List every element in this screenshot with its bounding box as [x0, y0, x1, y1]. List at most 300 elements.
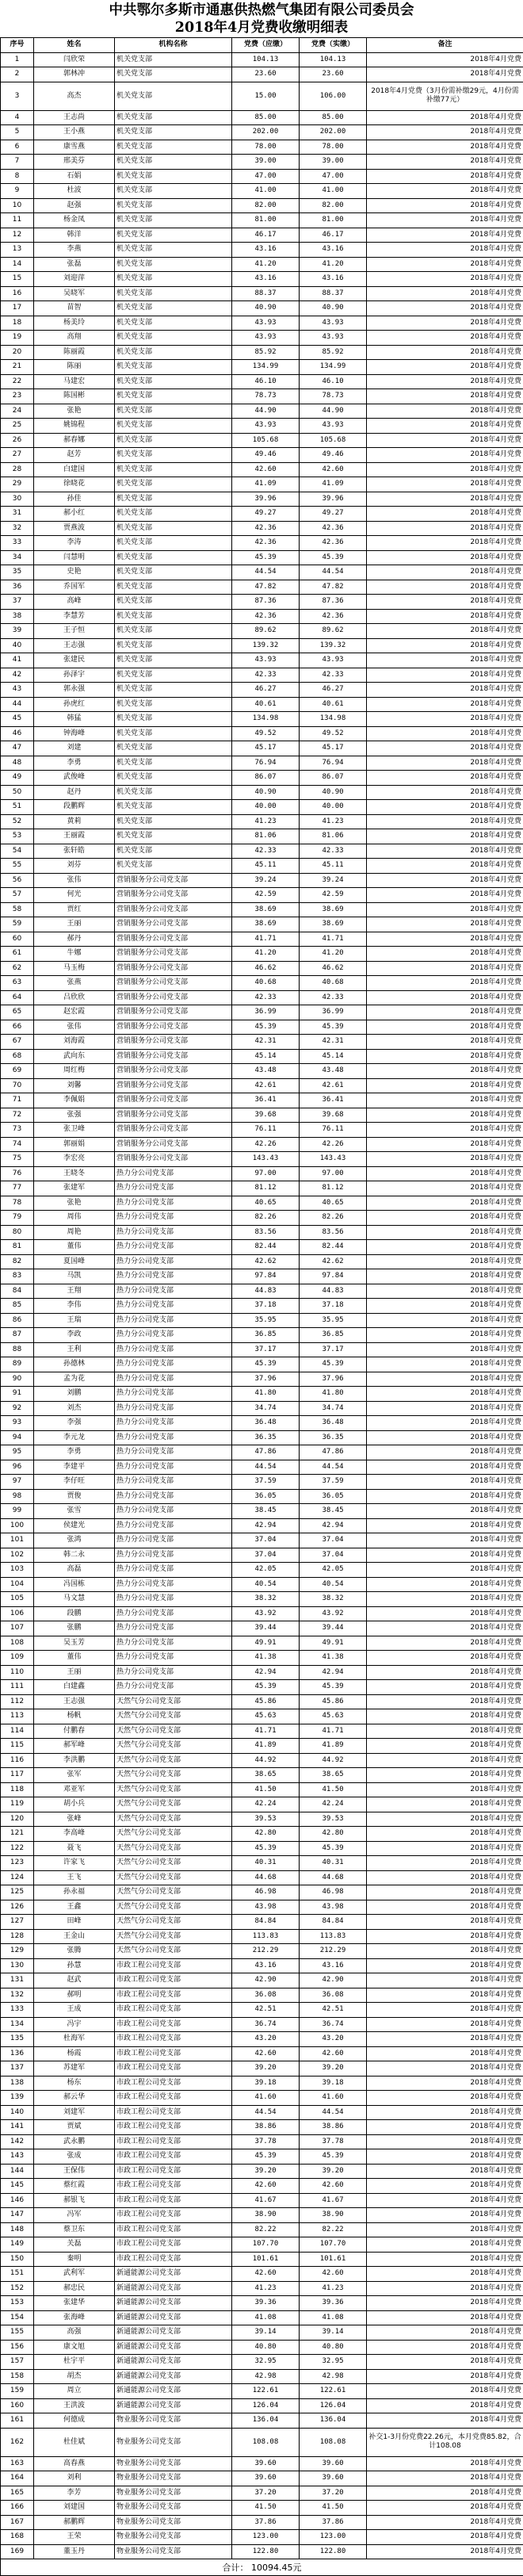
name-cell: 张轩皓	[34, 844, 115, 859]
paid-cell: 41.80	[300, 1387, 367, 1402]
remark-cell: 2018年4月党费	[367, 1915, 523, 1930]
remark-cell: 2018年4月党费	[367, 1049, 523, 1064]
due-cell: 82.44	[232, 1240, 300, 1255]
seq-cell: 44	[1, 697, 34, 712]
remark-cell: 2018年4月党费	[367, 257, 523, 272]
name-cell: 邢美芬	[34, 155, 115, 170]
name-cell: 胡小兵	[34, 1797, 115, 1812]
remark-cell: 2018年4月党费	[367, 1254, 523, 1269]
due-cell: 43.16	[232, 272, 300, 287]
due-cell: 37.96	[232, 1372, 300, 1387]
due-cell: 41.00	[232, 184, 300, 199]
seq-cell: 24	[1, 404, 34, 419]
org-cell: 机关党支部	[115, 829, 232, 844]
seq-cell: 71	[1, 1093, 34, 1108]
org-cell: 天然气分公司党支部	[115, 1724, 232, 1739]
table-row	[1, 829, 523, 844]
table-row	[1, 1973, 523, 1988]
table-row	[1, 1606, 523, 1621]
table-row	[1, 1211, 523, 1226]
seq-cell: 7	[1, 155, 34, 170]
remark-cell: 2018年4月党费	[367, 595, 523, 610]
table-row	[1, 2046, 523, 2061]
seq-cell: 168	[1, 2530, 34, 2545]
name-cell: 张强	[34, 1108, 115, 1123]
name-cell: 周艳	[34, 1225, 115, 1240]
name-cell: 田峰	[34, 1915, 115, 1930]
due-cell: 37.04	[232, 1533, 300, 1548]
seq-cell: 21	[1, 360, 34, 375]
table-row	[1, 419, 523, 434]
seq-cell: 142	[1, 2134, 34, 2149]
paid-cell: 40.90	[300, 785, 367, 800]
remark-cell: 2018年4月党费	[367, 1196, 523, 1211]
name-cell: 白建鑫	[34, 1680, 115, 1695]
name-cell: 武永鹏	[34, 2134, 115, 2149]
remark-cell: 2018年4月党费	[367, 2398, 523, 2413]
name-cell: 贾俊	[34, 1489, 115, 1504]
paid-cell: 39.60	[300, 2456, 367, 2471]
org-cell: 营销服务分公司党支部	[115, 1078, 232, 1093]
remark-cell: 2018年4月党费	[367, 360, 523, 375]
org-cell: 机关党支部	[115, 697, 232, 712]
paid-cell: 44.68	[300, 1870, 367, 1885]
due-cell: 41.80	[232, 1387, 300, 1402]
remark-cell: 2018年4月党费	[367, 1504, 523, 1519]
remark-cell: 2018年4月党费	[367, 1166, 523, 1181]
table-row	[1, 2281, 523, 2296]
name-cell: 杨霞	[34, 2046, 115, 2061]
name-cell: 杨东	[34, 2076, 115, 2091]
table-row	[1, 1636, 523, 1651]
table-row	[1, 2149, 523, 2165]
org-cell: 机关党支部	[115, 169, 232, 184]
name-cell: 许家飞	[34, 1856, 115, 1871]
seq-cell: 169	[1, 2544, 34, 2559]
seq-cell: 74	[1, 1137, 34, 1152]
name-cell: 闫欣荣	[34, 52, 115, 67]
paid-cell: 85.92	[300, 345, 367, 360]
remark-cell: 2018年4月党费	[367, 683, 523, 698]
name-cell: 张成	[34, 2149, 115, 2165]
name-cell: 郝小红	[34, 507, 115, 522]
org-cell: 物业服务公司党支部	[115, 2544, 232, 2559]
org-cell: 机关党支部	[115, 462, 232, 477]
due-cell: 23.60	[232, 67, 300, 82]
remark-cell: 2018年4月党费	[367, 2120, 523, 2135]
name-cell: 王金山	[34, 1929, 115, 1944]
paid-cell: 45.63	[300, 1709, 367, 1724]
name-cell: 李政	[34, 1328, 115, 1343]
table-row	[1, 888, 523, 903]
due-cell: 40.65	[232, 1196, 300, 1211]
remark-cell: 2018年4月党费	[367, 2515, 523, 2530]
org-cell: 营销服务分公司党支部	[115, 888, 232, 903]
table-row	[1, 741, 523, 756]
due-cell: 38.90	[232, 2208, 300, 2223]
remark-cell: 2018年4月党费	[367, 492, 523, 507]
table-row	[1, 2003, 523, 2018]
due-cell: 49.52	[232, 726, 300, 741]
remark-cell: 2018年4月党费	[367, 2179, 523, 2194]
name-cell: 郭林冲	[34, 67, 115, 82]
org-cell: 热力分公司党支部	[115, 1563, 232, 1578]
name-cell: 董伟	[34, 1651, 115, 1666]
org-cell: 机关党支部	[115, 213, 232, 228]
due-cell: 41.67	[232, 2193, 300, 2208]
org-cell: 热力分公司党支部	[115, 1592, 232, 1607]
paid-cell: 42.98	[300, 2369, 367, 2384]
org-cell: 物业服务公司党支部	[115, 2515, 232, 2530]
seq-cell: 63	[1, 976, 34, 991]
remark-cell: 2018年4月党费	[367, 1694, 523, 1709]
table-row	[1, 1797, 523, 1812]
due-cell: 49.91	[232, 1636, 300, 1651]
table-row	[1, 1563, 523, 1578]
paid-cell: 23.60	[300, 67, 367, 82]
name-cell: 贾斌	[34, 2120, 115, 2135]
table-row	[1, 1181, 523, 1196]
seq-cell: 60	[1, 932, 34, 947]
paid-cell: 45.17	[300, 741, 367, 756]
table-row	[1, 1064, 523, 1079]
due-cell: 44.68	[232, 1870, 300, 1885]
seq-cell: 39	[1, 624, 34, 639]
seq-cell: 117	[1, 1768, 34, 1783]
paid-cell: 81.12	[300, 1181, 367, 1196]
due-cell: 41.38	[232, 1651, 300, 1666]
org-cell: 机关党支部	[115, 844, 232, 859]
paid-cell: 46.62	[300, 961, 367, 976]
paid-cell: 42.36	[300, 521, 367, 536]
due-cell: 47.86	[232, 1445, 300, 1460]
due-cell: 43.20	[232, 2032, 300, 2047]
name-cell: 张艳	[34, 1196, 115, 1211]
org-cell: 新通能源公司党支部	[115, 2340, 232, 2355]
paid-cell: 42.05	[300, 1563, 367, 1578]
due-cell: 41.20	[232, 947, 300, 962]
remark-cell: 2018年4月党费	[367, 2149, 523, 2165]
name-cell: 孙德林	[34, 1357, 115, 1372]
name-cell: 吴玉芳	[34, 1636, 115, 1651]
name-cell: 冯军	[34, 2208, 115, 2223]
table-row	[1, 1035, 523, 1050]
paid-cell: 49.91	[300, 1636, 367, 1651]
name-cell: 高强	[34, 2325, 115, 2341]
paid-cell: 39.24	[300, 873, 367, 888]
paid-cell: 81.06	[300, 829, 367, 844]
paid-cell: 43.93	[300, 653, 367, 668]
due-cell: 78.73	[232, 389, 300, 404]
seq-cell: 98	[1, 1489, 34, 1504]
paid-cell: 85.00	[300, 110, 367, 125]
table-row	[1, 2193, 523, 2208]
paid-cell: 41.23	[300, 2281, 367, 2296]
org-cell: 天然气分公司党支部	[115, 1753, 232, 1768]
seq-cell: 20	[1, 345, 34, 360]
table-row	[1, 653, 523, 668]
remark-cell: 2018年4月党费	[367, 2061, 523, 2076]
name-cell: 王小燕	[34, 125, 115, 140]
remark-cell: 2018年4月党费	[367, 1680, 523, 1695]
remark-cell: 2018年4月党费	[367, 286, 523, 301]
org-cell: 营销服务分公司党支部	[115, 902, 232, 917]
table-row	[1, 668, 523, 683]
name-cell: 吴晓军	[34, 286, 115, 301]
remark-cell: 2018年4月党费	[367, 2310, 523, 2325]
due-cell: 38.86	[232, 2120, 300, 2135]
seq-cell: 102	[1, 1548, 34, 1563]
seq-cell: 2	[1, 67, 34, 82]
seq-cell: 34	[1, 550, 34, 565]
paid-cell: 143.43	[300, 1152, 367, 1167]
due-cell: 40.68	[232, 976, 300, 991]
paid-cell: 43.20	[300, 2032, 367, 2047]
paid-cell: 46.17	[300, 228, 367, 243]
due-cell: 43.92	[232, 1606, 300, 1621]
org-cell: 天然气分公司党支部	[115, 1694, 232, 1709]
seq-cell: 46	[1, 726, 34, 741]
seq-cell: 61	[1, 947, 34, 962]
paid-cell: 42.60	[300, 2267, 367, 2282]
remark-cell: 2018年4月党费	[367, 1621, 523, 1636]
paid-cell: 104.13	[300, 52, 367, 67]
due-cell: 37.20	[232, 2486, 300, 2501]
table-body	[1, 52, 523, 2559]
paid-cell: 39.60	[300, 2471, 367, 2486]
name-cell: 高峰	[34, 595, 115, 610]
table-row	[1, 169, 523, 184]
seq-cell: 36	[1, 580, 34, 595]
paid-cell: 136.04	[300, 2413, 367, 2429]
seq-cell: 137	[1, 2061, 34, 2076]
seq-cell: 147	[1, 2208, 34, 2223]
seq-cell: 12	[1, 228, 34, 243]
table-row	[1, 1152, 523, 1167]
due-cell: 38.32	[232, 1592, 300, 1607]
paid-cell: 126.04	[300, 2398, 367, 2413]
total-cell: 合计： 10094.45元	[1, 2559, 523, 2576]
paid-cell: 37.59	[300, 1475, 367, 1490]
remark-cell: 2018年4月党费	[367, 345, 523, 360]
due-cell: 43.93	[232, 331, 300, 346]
due-cell: 39.44	[232, 1621, 300, 1636]
table-row	[1, 2384, 523, 2399]
due-cell: 134.98	[232, 712, 300, 727]
seq-cell: 121	[1, 1827, 34, 1842]
name-cell: 郝明	[34, 1988, 115, 2003]
paid-cell: 41.89	[300, 1739, 367, 1754]
table-row	[1, 1665, 523, 1680]
seq-cell: 45	[1, 712, 34, 727]
name-cell: 张卫峰	[34, 1123, 115, 1138]
name-cell: 段鹏	[34, 1606, 115, 1621]
due-cell: 45.39	[232, 550, 300, 565]
table-row	[1, 1387, 523, 1402]
name-cell: 康雪燕	[34, 140, 115, 155]
paid-cell: 41.50	[300, 1782, 367, 1797]
paid-cell: 105.68	[300, 433, 367, 448]
paid-cell: 42.26	[300, 1137, 367, 1152]
org-cell: 热力分公司党支部	[115, 1460, 232, 1475]
name-cell: 张建民	[34, 653, 115, 668]
seq-cell: 18	[1, 316, 34, 331]
name-cell: 张伟	[34, 873, 115, 888]
due-cell: 101.61	[232, 2252, 300, 2267]
header-name: 姓名	[34, 38, 115, 53]
remark-cell: 2018年4月党费	[367, 976, 523, 991]
name-cell: 乔国军	[34, 580, 115, 595]
seq-cell: 164	[1, 2471, 34, 2486]
paid-cell: 134.99	[300, 360, 367, 375]
remark-cell: 2018年4月党费	[367, 800, 523, 815]
paid-cell: 39.68	[300, 1108, 367, 1123]
name-cell: 王飞	[34, 1870, 115, 1885]
org-cell: 营销服务分公司党支部	[115, 976, 232, 991]
org-cell: 热力分公司党支部	[115, 1342, 232, 1357]
org-cell: 机关党支部	[115, 52, 232, 67]
org-cell: 营销服务分公司党支部	[115, 1005, 232, 1020]
seq-cell: 96	[1, 1460, 34, 1475]
org-cell: 热力分公司党支部	[115, 1621, 232, 1636]
remark-cell: 2018年4月党费	[367, 2530, 523, 2545]
paid-cell: 40.90	[300, 301, 367, 316]
due-cell: 202.00	[232, 125, 300, 140]
table-row	[1, 2222, 523, 2237]
org-cell: 营销服务分公司党支部	[115, 1093, 232, 1108]
org-cell: 热力分公司党支部	[115, 1357, 232, 1372]
paid-cell: 37.96	[300, 1372, 367, 1387]
table-row	[1, 360, 523, 375]
remark-cell: 2018年4月党费	[367, 1592, 523, 1607]
page-title	[0, 0, 523, 37]
paid-cell: 76.94	[300, 756, 367, 771]
due-cell: 40.80	[232, 2340, 300, 2355]
org-cell: 营销服务分公司党支部	[115, 1137, 232, 1152]
due-cell: 42.80	[232, 1827, 300, 1842]
name-cell: 付鹏春	[34, 1724, 115, 1739]
seq-cell: 11	[1, 213, 34, 228]
seq-cell: 104	[1, 1577, 34, 1592]
name-cell: 张伟	[34, 1020, 115, 1035]
name-cell: 赵丹	[34, 785, 115, 800]
remark-cell: 2018年4月党费	[367, 1123, 523, 1138]
seq-cell: 154	[1, 2310, 34, 2325]
paid-cell: 45.86	[300, 1694, 367, 1709]
table-row	[1, 1782, 523, 1797]
remark-cell: 2018年4月党费	[367, 1944, 523, 1959]
remark-cell: 2018年4月党费	[367, 1548, 523, 1563]
remark-cell: 2018年4月党费	[367, 521, 523, 536]
name-cell: 李元龙	[34, 1430, 115, 1445]
remark-cell: 2018年4月党费	[367, 1797, 523, 1812]
remark-cell: 2018年4月党费	[367, 1093, 523, 1108]
org-cell: 营销服务分公司党支部	[115, 1049, 232, 1064]
name-cell: 冯宇	[34, 2017, 115, 2032]
table-row	[1, 477, 523, 492]
table-row	[1, 638, 523, 653]
name-cell: 武俊峰	[34, 771, 115, 786]
org-cell: 营销服务分公司党支部	[115, 1020, 232, 1035]
remark-cell: 2018年4月党费	[367, 565, 523, 580]
org-cell: 机关党支部	[115, 477, 232, 492]
org-cell: 市政工程公司党支部	[115, 1958, 232, 1973]
paid-cell: 34.74	[300, 1401, 367, 1416]
remark-cell: 2018年4月党费	[367, 902, 523, 917]
remark-cell: 2018年4月党费	[367, 1357, 523, 1372]
paid-cell: 108.08	[300, 2428, 367, 2456]
table-row	[1, 1430, 523, 1445]
paid-cell: 47.86	[300, 1445, 367, 1460]
name-cell: 高杰	[34, 82, 115, 110]
seq-cell: 75	[1, 1152, 34, 1167]
org-cell: 机关党支部	[115, 374, 232, 389]
seq-cell: 112	[1, 1694, 34, 1709]
remark-cell: 2018年4月党费	[367, 653, 523, 668]
seq-cell: 52	[1, 814, 34, 829]
seq-cell: 85	[1, 1299, 34, 1314]
paid-cell: 40.65	[300, 1196, 367, 1211]
table-row	[1, 697, 523, 712]
org-cell: 天然气分公司党支部	[115, 1944, 232, 1959]
seq-cell: 32	[1, 521, 34, 536]
table-row	[1, 272, 523, 287]
table-row	[1, 521, 523, 536]
org-cell: 市政工程公司党支部	[115, 2179, 232, 2194]
remark-cell: 2018年4月党费	[367, 1900, 523, 1915]
seq-cell: 166	[1, 2501, 34, 2516]
seq-cell: 89	[1, 1357, 34, 1372]
remark-cell: 2018年4月党费	[367, 2456, 523, 2471]
paid-cell: 40.68	[300, 976, 367, 991]
name-cell: 杜佳斌	[34, 2428, 115, 2456]
org-cell: 市政工程公司党支部	[115, 2149, 232, 2165]
seq-cell: 79	[1, 1211, 34, 1226]
due-cell: 46.62	[232, 961, 300, 976]
name-cell: 赵强	[34, 198, 115, 213]
seq-cell: 17	[1, 301, 34, 316]
org-cell: 热力分公司党支部	[115, 1328, 232, 1343]
due-cell: 41.50	[232, 2501, 300, 2516]
due-cell: 37.04	[232, 1548, 300, 1563]
due-cell: 113.83	[232, 1929, 300, 1944]
name-cell: 刘杰	[34, 1401, 115, 1416]
org-cell: 热力分公司党支部	[115, 1372, 232, 1387]
seq-cell: 110	[1, 1665, 34, 1680]
name-cell: 韩猛	[34, 712, 115, 727]
table-row	[1, 1958, 523, 1973]
seq-cell: 70	[1, 1078, 34, 1093]
due-cell: 42.24	[232, 1797, 300, 1812]
name-cell: 杨金凤	[34, 213, 115, 228]
due-cell: 45.14	[232, 1049, 300, 1064]
seq-cell: 139	[1, 2091, 34, 2106]
name-cell: 胡杰	[34, 2369, 115, 2384]
paid-cell: 40.61	[300, 697, 367, 712]
remark-cell: 2018年4月党费	[367, 1181, 523, 1196]
table-row	[1, 1137, 523, 1152]
due-cell: 36.48	[232, 1416, 300, 1431]
name-cell: 张雪	[34, 1504, 115, 1519]
table-row	[1, 800, 523, 815]
paid-cell: 42.33	[300, 844, 367, 859]
org-cell: 机关党支部	[115, 404, 232, 419]
org-cell: 天然气分公司党支部	[115, 1929, 232, 1944]
remark-cell: 2018年4月党费	[367, 1489, 523, 1504]
table-row	[1, 345, 523, 360]
seq-cell: 23	[1, 389, 34, 404]
table-row	[1, 1196, 523, 1211]
